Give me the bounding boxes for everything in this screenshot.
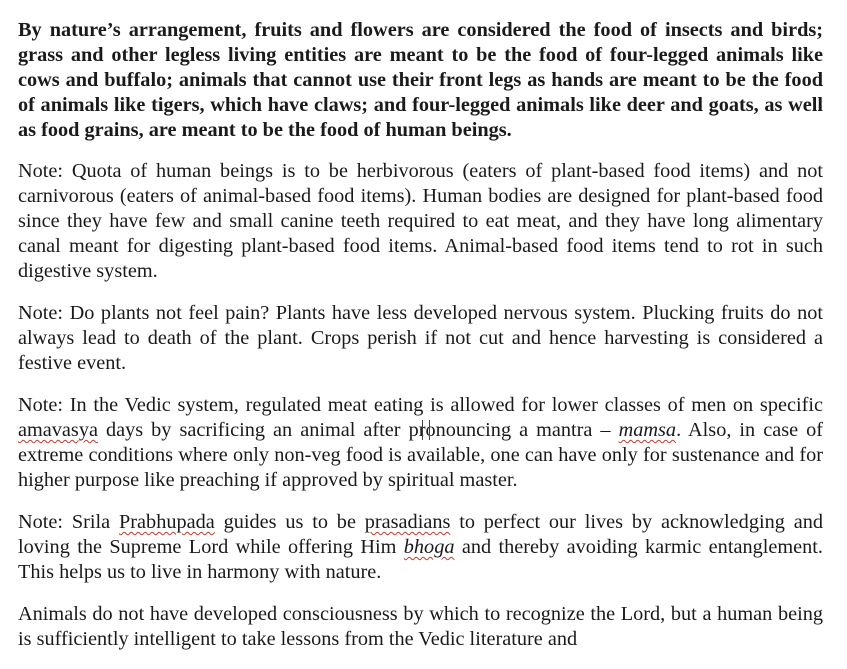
text-run: days by sacrificing an animal after pr <box>97 419 426 441</box>
note-paragraph-prasadians <box>18 510 823 585</box>
misspelled-word[interactable]: bhoga <box>403 536 455 558</box>
note-paragraph-vedic <box>18 393 823 493</box>
text-run: to perfect our lives by acknowledging and loving the Supreme Lord while offering Him <box>18 511 823 558</box>
verse-paragraph: By nature’s arrangement, fruits and flowers are considered the food of insects and birds; grass and other legless living entities are meant to be the food of four-legged animals like cows and buffalo; animals that cannot use their front legs as hands are meant to be the food of animals like tigers, which have claws; and four-legged animals like deer and goats, as well as food grains, are meant to be the food of human beings. <box>18 19 823 141</box>
text-run: Note: Srila <box>18 511 120 533</box>
document-page[interactable] <box>18 0 823 669</box>
text-run: guides us to be <box>214 511 365 533</box>
note-paragraph-plants: Note: Do plants not feel pain? Plants have less developed nervous system. Plucking fruits do not always lead to death of the plant. Crops perish if not cut and hence harvesting is considered a festive event. <box>18 302 823 374</box>
misspelled-word[interactable]: amavasya <box>18 419 98 441</box>
text-run: onouncing a mantra – <box>425 419 619 441</box>
spellcheck-marks-top <box>348 0 588 4</box>
text-run: . Also, in case of extreme conditions where only non-veg food is available, one can have only for sustenance and for higher purpose like preaching if approved by spiritual master. <box>18 419 824 491</box>
misspelled-word[interactable]: mamsa <box>618 419 677 441</box>
misspelled-word[interactable]: prasadians <box>364 511 451 533</box>
closing-paragraph: Animals do not have developed consciousness by which to recognize the Lord, but a human being is sufficiently intelligent to take lessons from the Vedic literature and <box>18 603 823 650</box>
text-run: and thereby avoiding karmic entanglement. This helps us to live in harmony with nature. <box>18 536 823 583</box>
misspelled-word[interactable]: Prabhupada <box>119 511 215 533</box>
note-paragraph-diet: Note: Quota of human beings is to be herbivorous (eaters of plant-based food items) and not carnivorous (eaters of animal-based food items). Human bodies are designed for plant-based food since they have few and small canine teeth required to eat meat, and they have long alimentary canal meant for digesting plant-based food items. Animal-based food items tend to rot in such digestive system. <box>18 160 823 282</box>
text-run: Note: In the Vedic system, regulated meat eating is allowed for lower classes of men on specific <box>18 394 823 416</box>
